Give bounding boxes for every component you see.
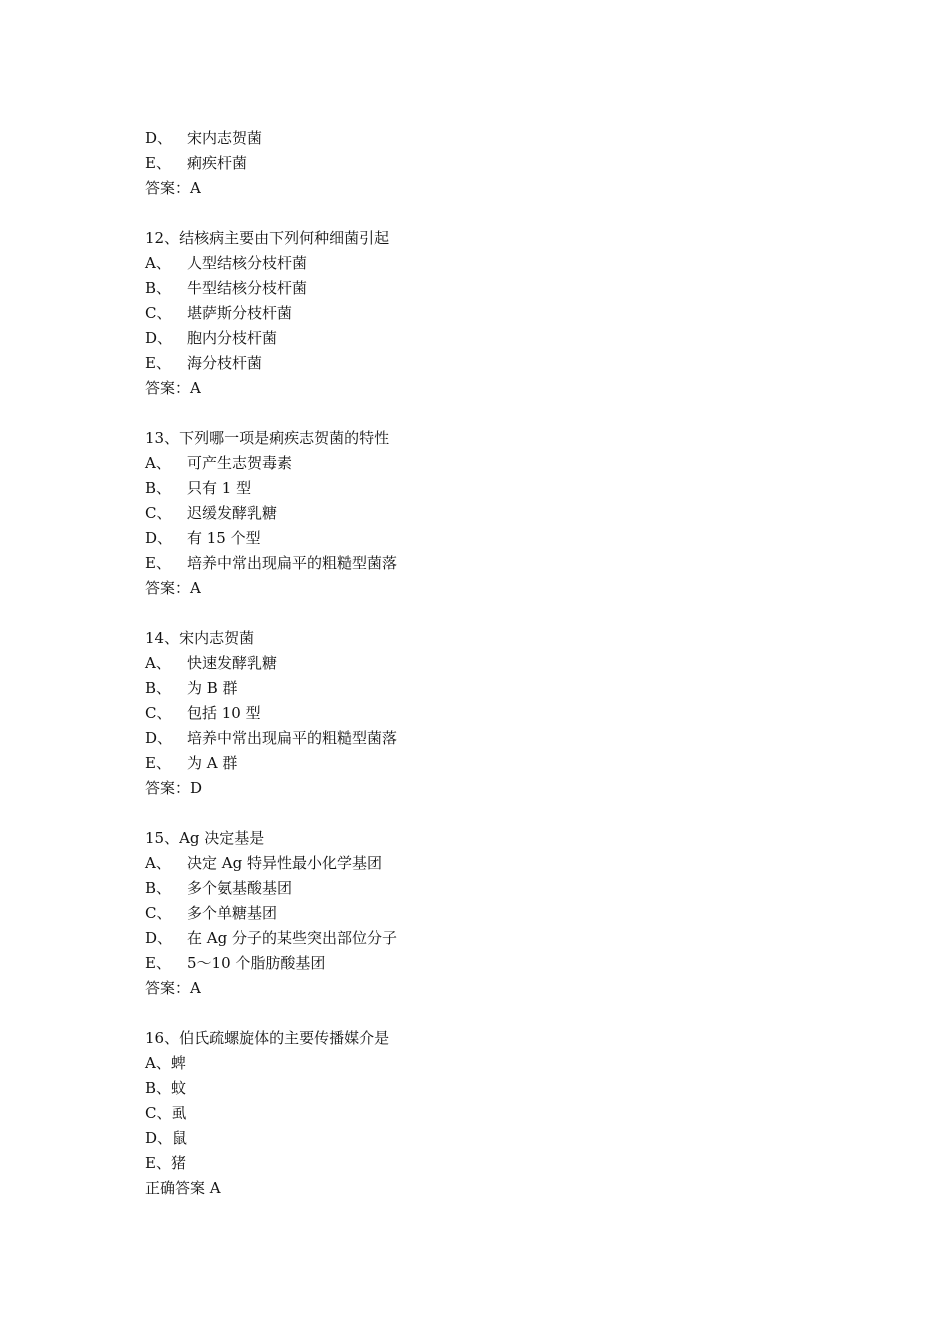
- option-b: B、 牛型结核分枝杆菌: [145, 279, 308, 297]
- question-text: 12、结核病主要由下列何种细菌引起: [145, 229, 390, 247]
- question-text: 16、伯氏疏螺旋体的主要传播媒介是: [145, 1029, 390, 1047]
- question-16: [145, 1026, 397, 1201]
- answer: 正确答案 A: [145, 1179, 221, 1197]
- spacer: [145, 401, 397, 426]
- option-a: A、蜱: [145, 1054, 186, 1072]
- option-d: D、鼠: [145, 1129, 188, 1147]
- option-c: C、 迟缓发酵乳糖: [145, 504, 278, 522]
- answer: 答案：A: [145, 179, 201, 197]
- option-d: D、 在 Ag 分子的某些突出部位分子: [145, 929, 397, 947]
- option-e: E、猪: [145, 1154, 186, 1172]
- answer: 答案：D: [145, 779, 203, 797]
- answer: 答案：A: [145, 979, 201, 997]
- question-13: [145, 426, 397, 601]
- question-list: [145, 126, 397, 1201]
- option-b: B、蚊: [145, 1079, 187, 1097]
- answer: 答案：A: [145, 579, 201, 597]
- option-d: D、 有 15 个型: [145, 529, 261, 547]
- question-text: 15、Ag 决定基是: [145, 829, 265, 847]
- option-e: E、 痢疾杆菌: [145, 154, 248, 172]
- option-a: A、 可产生志贺毒素: [145, 454, 293, 472]
- option-d: D、 胞内分枝杆菌: [145, 329, 278, 347]
- option-c: C、 堪萨斯分枝杆菌: [145, 304, 293, 322]
- option-e: E、 培养中常出现扁平的粗糙型菌落: [145, 554, 398, 572]
- spacer: [145, 601, 397, 626]
- option-c: C、 多个单糖基团: [145, 904, 278, 922]
- spacer: [145, 201, 397, 226]
- answer: 答案：A: [145, 379, 201, 397]
- question-text: 14、宋内志贺菌: [145, 629, 255, 647]
- spacer: [145, 1001, 397, 1026]
- option-b: B、 只有 1 型: [145, 479, 252, 497]
- question-11-fragment: [145, 126, 397, 201]
- option-c: C、虱: [145, 1104, 187, 1122]
- question-12: [145, 226, 397, 401]
- option-e: E、 海分枝杆菌: [145, 354, 263, 372]
- question-text: 13、下列哪一项是痢疾志贺菌的特性: [145, 429, 390, 447]
- spacer: [145, 801, 397, 826]
- option-a: A、 快速发酵乳糖: [145, 654, 278, 672]
- option-d: D、 培养中常出现扁平的粗糙型菌落: [145, 729, 398, 747]
- option-d: D、 宋内志贺菌: [145, 129, 263, 147]
- option-e: E、 为 A 群: [145, 754, 238, 772]
- option-e: E、 5～10 个脂肪酸基团: [145, 954, 326, 972]
- option-a: A、 决定 Ag 特异性最小化学基团: [145, 854, 382, 872]
- question-14: [145, 626, 397, 801]
- option-b: B、 多个氨基酸基团: [145, 879, 293, 897]
- option-b: B、 为 B 群: [145, 679, 238, 697]
- option-c: C、 包括 10 型: [145, 704, 261, 722]
- question-15: [145, 826, 397, 1001]
- option-a: A、 人型结核分枝杆菌: [145, 254, 308, 272]
